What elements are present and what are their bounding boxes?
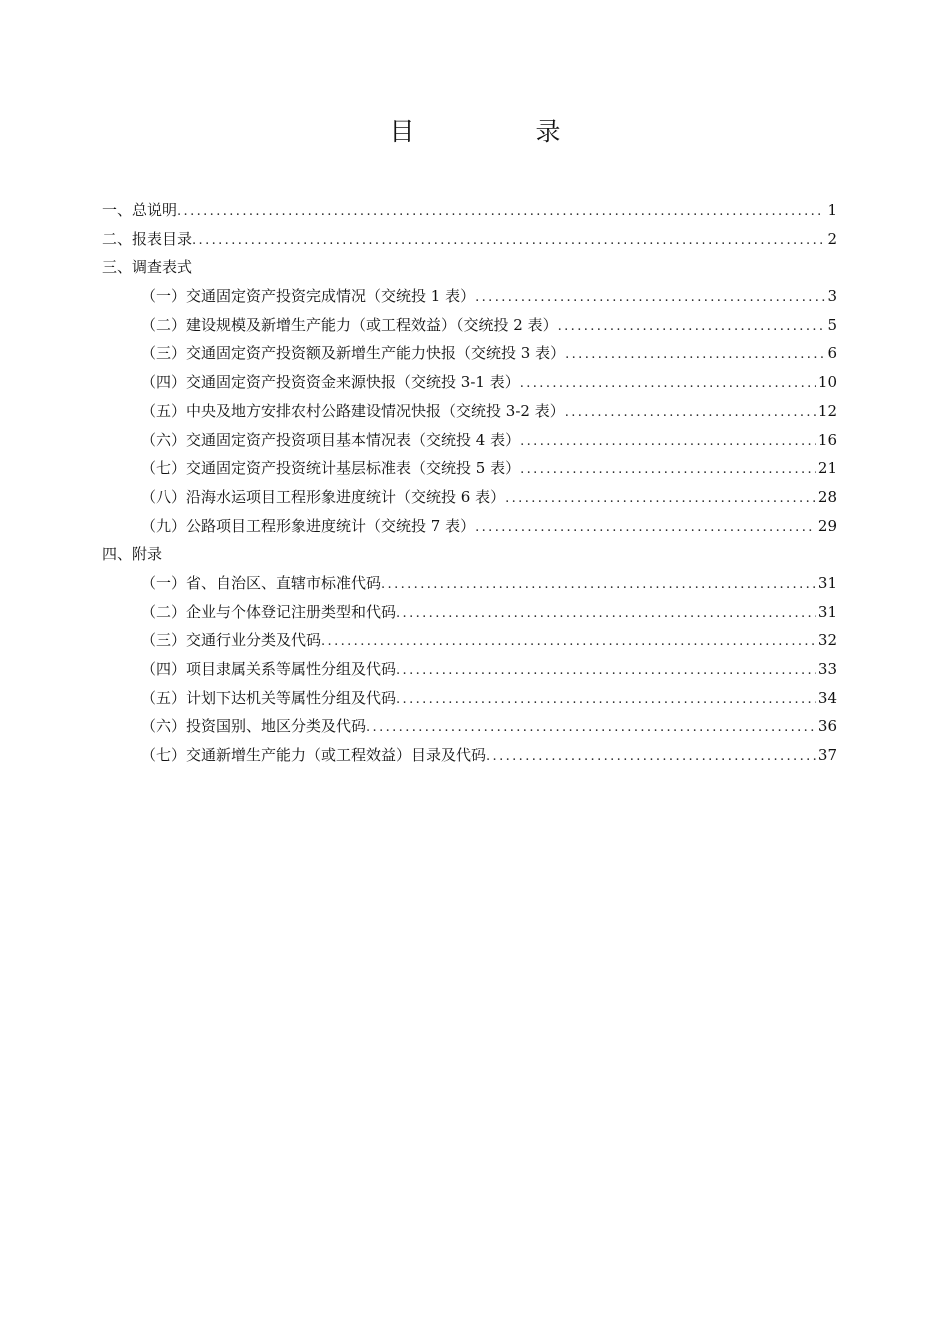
toc-entry-page-number: 31 bbox=[817, 573, 837, 592]
toc-leader-dots bbox=[520, 462, 816, 477]
toc-entry-label: （三）交通固定资产投资额及新增生产能力快报（交统投 3 表） bbox=[141, 344, 566, 363]
toc-entry-label: （八）沿海水运项目工程形象进度统计（交统投 6 表） bbox=[141, 487, 506, 506]
toc-entry-label: （一）省、自治区、直辖市标准代码 bbox=[141, 573, 382, 592]
toc-entry-label: （四）项目隶属关系等属性分组及代码 bbox=[141, 660, 397, 678]
toc-leader-dots bbox=[486, 749, 816, 764]
toc-entry-label: （一）交通固定资产投资完成情况（交统投 1 表） bbox=[141, 287, 476, 306]
toc-entry-label: （五）计划下达机关等属性分组及代码 bbox=[141, 688, 397, 707]
toc-leader-dots bbox=[396, 606, 816, 621]
toc-entry-label: （六）交通固定资产投资项目基本情况表（交统投 4 表） bbox=[141, 430, 521, 449]
toc-entry-label: （四）交通固定资产投资资金来源快报（交统投 3-1 表） bbox=[141, 373, 520, 392]
toc-leader-dots bbox=[505, 491, 816, 506]
toc-entry-label: （六）投资国别、地区分类及代码 bbox=[141, 717, 367, 736]
toc-entry-page-number: 2 bbox=[827, 229, 837, 248]
table-of-contents bbox=[102, 199, 837, 773]
toc-entry-label: 四、附录 bbox=[102, 545, 163, 564]
toc-entry-page-number: 1 bbox=[827, 201, 837, 219]
toc-entry-page-number: 6 bbox=[827, 344, 837, 363]
toc-entry-label: （七）交通固定资产投资统计基层标准表（交统投 5 表） bbox=[141, 459, 521, 478]
toc-entry-page-number: 34 bbox=[817, 688, 837, 707]
toc-entry[interactable] bbox=[102, 486, 837, 515]
toc-entry-label: （七）交通新增生产能力（或工程效益）目录及代码 bbox=[141, 746, 487, 765]
toc-entry[interactable] bbox=[102, 543, 837, 572]
toc-entry-label: （二）建设规模及新增生产能力（或工程效益）（交统投 2 表） bbox=[141, 315, 558, 334]
toc-leader-dots bbox=[565, 347, 825, 362]
toc-entry[interactable] bbox=[102, 687, 837, 716]
toc-entry-page-number: 28 bbox=[817, 487, 837, 506]
toc-leader-dots bbox=[381, 577, 816, 592]
toc-leader-dots bbox=[475, 290, 825, 305]
page-title: 目 录 bbox=[389, 117, 609, 146]
toc-entry-page-number: 16 bbox=[817, 430, 837, 449]
toc-leader-dots bbox=[396, 663, 816, 678]
toc-entry-page-number: 21 bbox=[817, 459, 837, 478]
toc-entry[interactable] bbox=[102, 601, 837, 630]
toc-leader-dots bbox=[396, 692, 816, 707]
toc-leader-dots bbox=[558, 319, 826, 334]
toc-entry[interactable] bbox=[102, 256, 837, 285]
toc-entry[interactable] bbox=[102, 515, 837, 544]
toc-entry[interactable] bbox=[102, 715, 837, 744]
toc-entry-label: 三、调查表式 bbox=[102, 258, 193, 277]
toc-leader-dots bbox=[520, 434, 816, 449]
toc-entry[interactable] bbox=[102, 629, 837, 658]
toc-leader-dots bbox=[177, 204, 825, 219]
toc-entry[interactable] bbox=[102, 744, 837, 773]
toc-leader-dots bbox=[565, 405, 816, 420]
toc-entry[interactable] bbox=[102, 342, 837, 371]
toc-leader-dots bbox=[366, 720, 816, 735]
toc-entry[interactable] bbox=[102, 199, 837, 228]
toc-leader-dots bbox=[475, 520, 816, 535]
toc-entry-page-number: 31 bbox=[817, 602, 837, 621]
toc-leader-dots bbox=[192, 233, 825, 248]
toc-entry-page-number: 37 bbox=[817, 746, 837, 765]
toc-entry[interactable] bbox=[102, 228, 837, 257]
toc-entry-label: （九）公路项目工程形象进度统计（交统投 7 表） bbox=[141, 516, 476, 535]
toc-entry-page-number: 5 bbox=[827, 315, 837, 334]
toc-entry[interactable] bbox=[102, 400, 837, 429]
toc-entry[interactable] bbox=[102, 658, 837, 687]
toc-entry-page-number: 36 bbox=[817, 717, 837, 736]
toc-entry[interactable] bbox=[102, 572, 837, 601]
toc-entry-label: 二、报表目录 bbox=[102, 229, 193, 248]
toc-entry-page-number: 33 bbox=[817, 660, 837, 678]
toc-entry-label: （三）交通行业分类及代码 bbox=[141, 631, 322, 650]
toc-entry[interactable] bbox=[102, 429, 837, 458]
toc-entry-page-number: 3 bbox=[827, 287, 837, 306]
toc-entry-page-number: 12 bbox=[817, 401, 837, 420]
toc-entry[interactable] bbox=[102, 371, 837, 400]
toc-entry-label: （二）企业与个体登记注册类型和代码 bbox=[141, 602, 397, 621]
toc-entry-page-number: 10 bbox=[817, 373, 837, 392]
toc-entry[interactable] bbox=[102, 285, 837, 314]
toc-entry-page-number: 29 bbox=[817, 516, 837, 535]
toc-leader-dots bbox=[321, 634, 816, 649]
toc-entry-label: 一、总说明 bbox=[102, 201, 178, 219]
toc-entry[interactable] bbox=[102, 457, 837, 486]
toc-leader-dots bbox=[520, 376, 816, 391]
toc-entry-page-number: 32 bbox=[817, 631, 837, 650]
toc-entry-label: （五）中央及地方安排农村公路建设情况快报（交统投 3-2 表） bbox=[141, 401, 565, 420]
toc-entry[interactable] bbox=[102, 314, 837, 343]
